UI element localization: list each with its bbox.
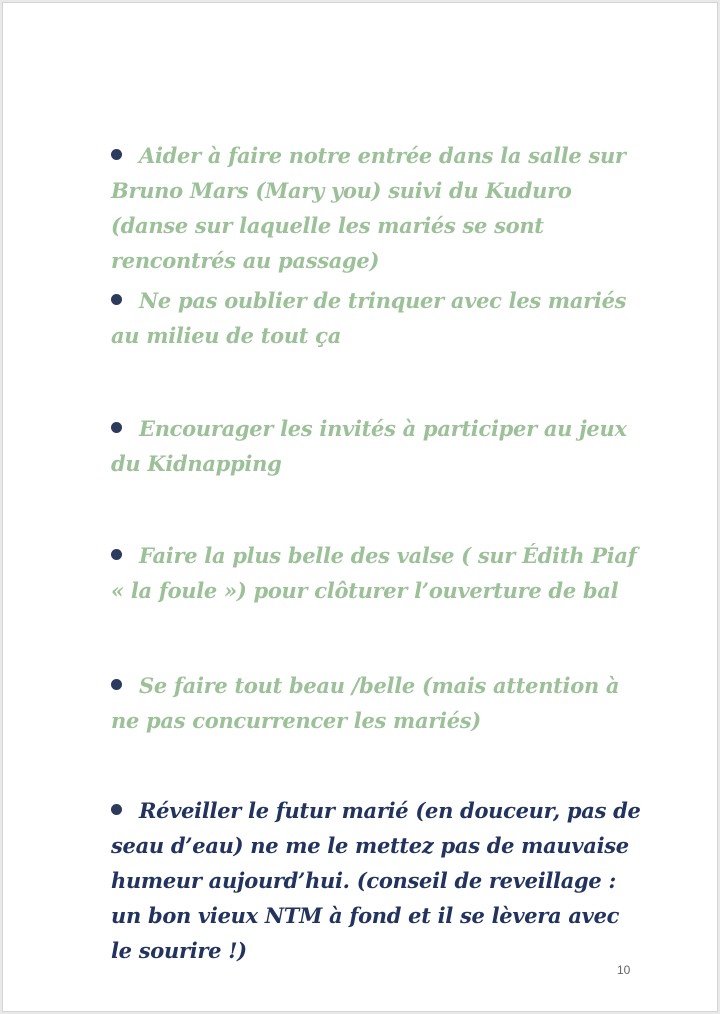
list-item [111,668,641,738]
bullet-list [3,3,717,1011]
bullet-text: Réveiller le futur marié (en douceur, pas de seau d’eau) ne me le mettez pas de mauvaise humeur aujourd’hui. (conseil de reveillage : un bon vieux NTM à fond et il se lèvera avec le sourire !) [111,798,641,963]
list-item [111,138,641,278]
bullet-text: Se faire tout beau /belle (mais attention à ne pas concurrencer les mariés) [111,673,620,733]
bullet-text: Aider à faire notre entrée dans la salle sur Bruno Mars (Mary you) suivi du Kuduro (danse sur laquelle les mariés se sont rencontrés au passage) [111,143,626,273]
bullet-icon [111,149,122,160]
page-number: 10 [617,963,631,977]
document-page [2,2,718,1012]
bullet-icon [111,294,122,305]
list-item [111,793,641,968]
bullet-text: Faire la plus belle des valse ( sur Édith Piaf « la foule ») pour clôturer l’ouverture de bal [111,543,637,603]
bullet-text: Ne pas oublier de trinquer avec les mariés au milieu de tout ça [111,288,627,348]
bullet-icon [111,679,122,690]
bullet-icon [111,804,122,815]
bullet-icon [111,549,122,560]
list-item [111,411,641,481]
list-item [111,283,641,353]
list-item [111,538,641,608]
bullet-icon [111,422,122,433]
bullet-text: Encourager les invités à participer au jeux du Kidnapping [111,416,627,476]
